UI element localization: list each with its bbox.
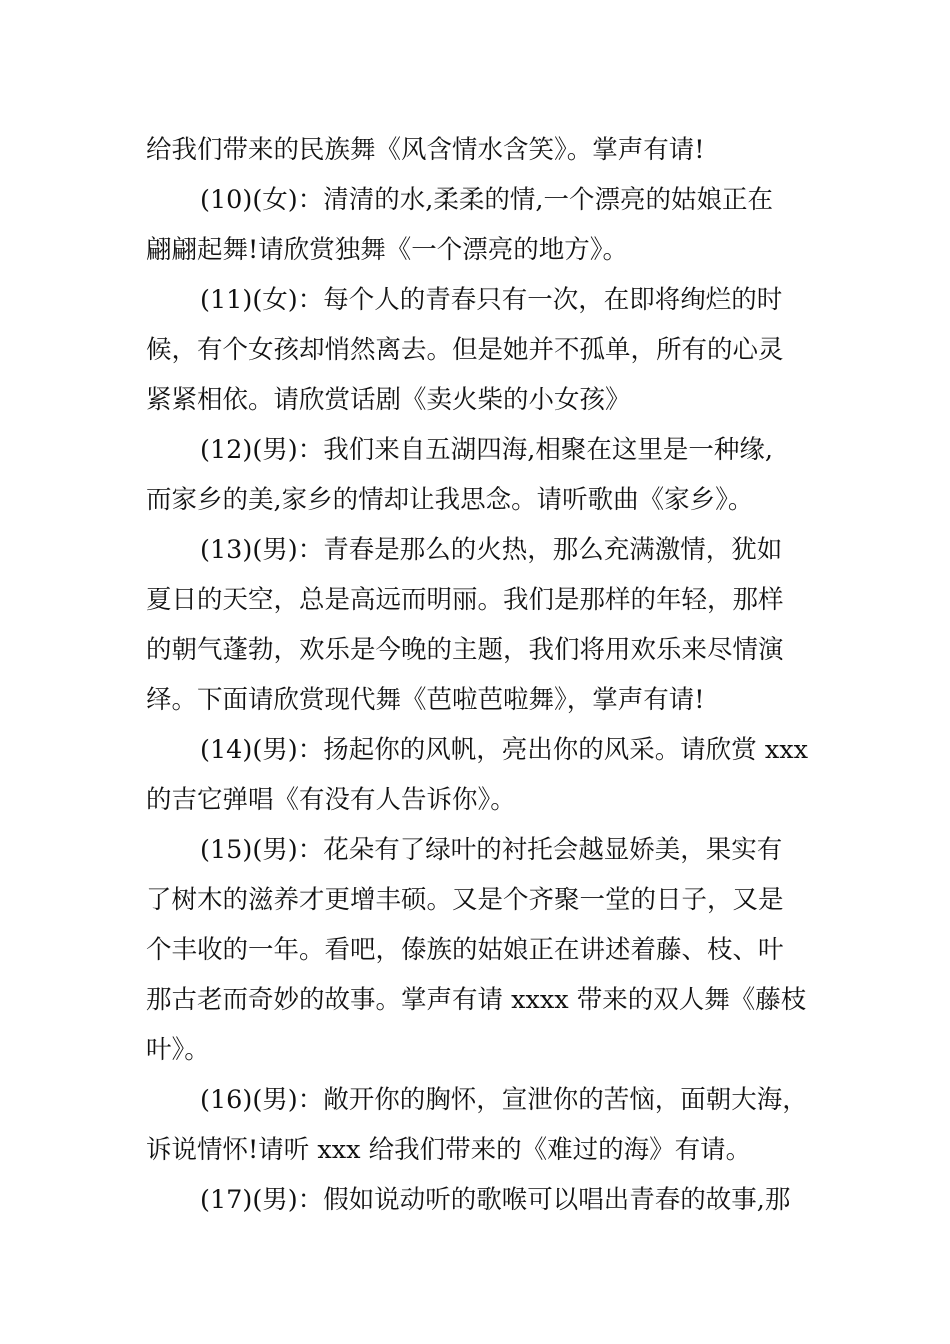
text-line: 绎。下面请欣赏现代舞《芭啦芭啦舞》，掌声有请! bbox=[146, 685, 705, 715]
text-line: 夏日的天空，总是高远而明丽。我们是那样的年轻，那样 bbox=[146, 585, 784, 615]
paragraph-17-start: (17)(男)：假如说动听的歌喉可以唱出青春的故事,那 bbox=[200, 1185, 791, 1215]
text-line: 叶》。 bbox=[146, 1035, 210, 1065]
text-line: 的朝气蓬勃，欢乐是今晚的主题，我们将用欢乐来尽情演 bbox=[146, 635, 784, 665]
text-line: 了树木的滋养才更增丰硕。又是个齐聚一堂的日子，又是 bbox=[146, 885, 784, 915]
text-line: 紧紧相依。请欣赏话剧《卖火柴的小女孩》 bbox=[146, 385, 631, 415]
text-line: 给我们带来的民族舞《风含情水含笑》。掌声有请! bbox=[146, 135, 705, 165]
text-line: 那古老而奇妙的故事。掌声有请 xxxx 带来的双人舞《藤枝 bbox=[146, 985, 807, 1015]
paragraph-10-start: (10)(女)：清清的水,柔柔的情,一个漂亮的姑娘正在 bbox=[200, 185, 773, 215]
text-line: 而家乡的美,家乡的情却让我思念。请听歌曲《家乡》。 bbox=[146, 485, 754, 515]
paragraph-16-start: (16)(男)：敞开你的胸怀，宣泄你的苦恼，面朝大海， bbox=[200, 1085, 808, 1115]
text-line: 诉说情怀!请听 xxx 给我们带来的《难过的海》有请。 bbox=[146, 1135, 752, 1165]
paragraph-15-start: (15)(男)：花朵有了绿叶的衬托会越显娇美，果实有 bbox=[200, 835, 783, 865]
paragraph-14-start: (14)(男)：扬起你的风帆，亮出你的风采。请欣赏 xxx bbox=[200, 735, 808, 765]
paragraph-13-start: (13)(男)：青春是那么的火热，那么充满激情，犹如 bbox=[200, 535, 783, 565]
text-line: 翩翩起舞!请欣赏独舞《一个漂亮的地方》。 bbox=[146, 235, 628, 265]
text-line: 候，有个女孩却悄然离去。但是她并不孤单，所有的心灵 bbox=[146, 335, 784, 365]
paragraph-11-start: (11)(女)：每个人的青春只有一次，在即将绚烂的时 bbox=[200, 285, 783, 315]
text-line: 的吉它弹唱《有没有人告诉你》。 bbox=[146, 785, 516, 815]
text-line: 个丰收的一年。看吧，傣族的姑娘正在讲述着藤、枝、叶 bbox=[146, 935, 784, 965]
paragraph-12-start: (12)(男)：我们来自五湖四海,相聚在这里是一种缘, bbox=[200, 435, 773, 465]
